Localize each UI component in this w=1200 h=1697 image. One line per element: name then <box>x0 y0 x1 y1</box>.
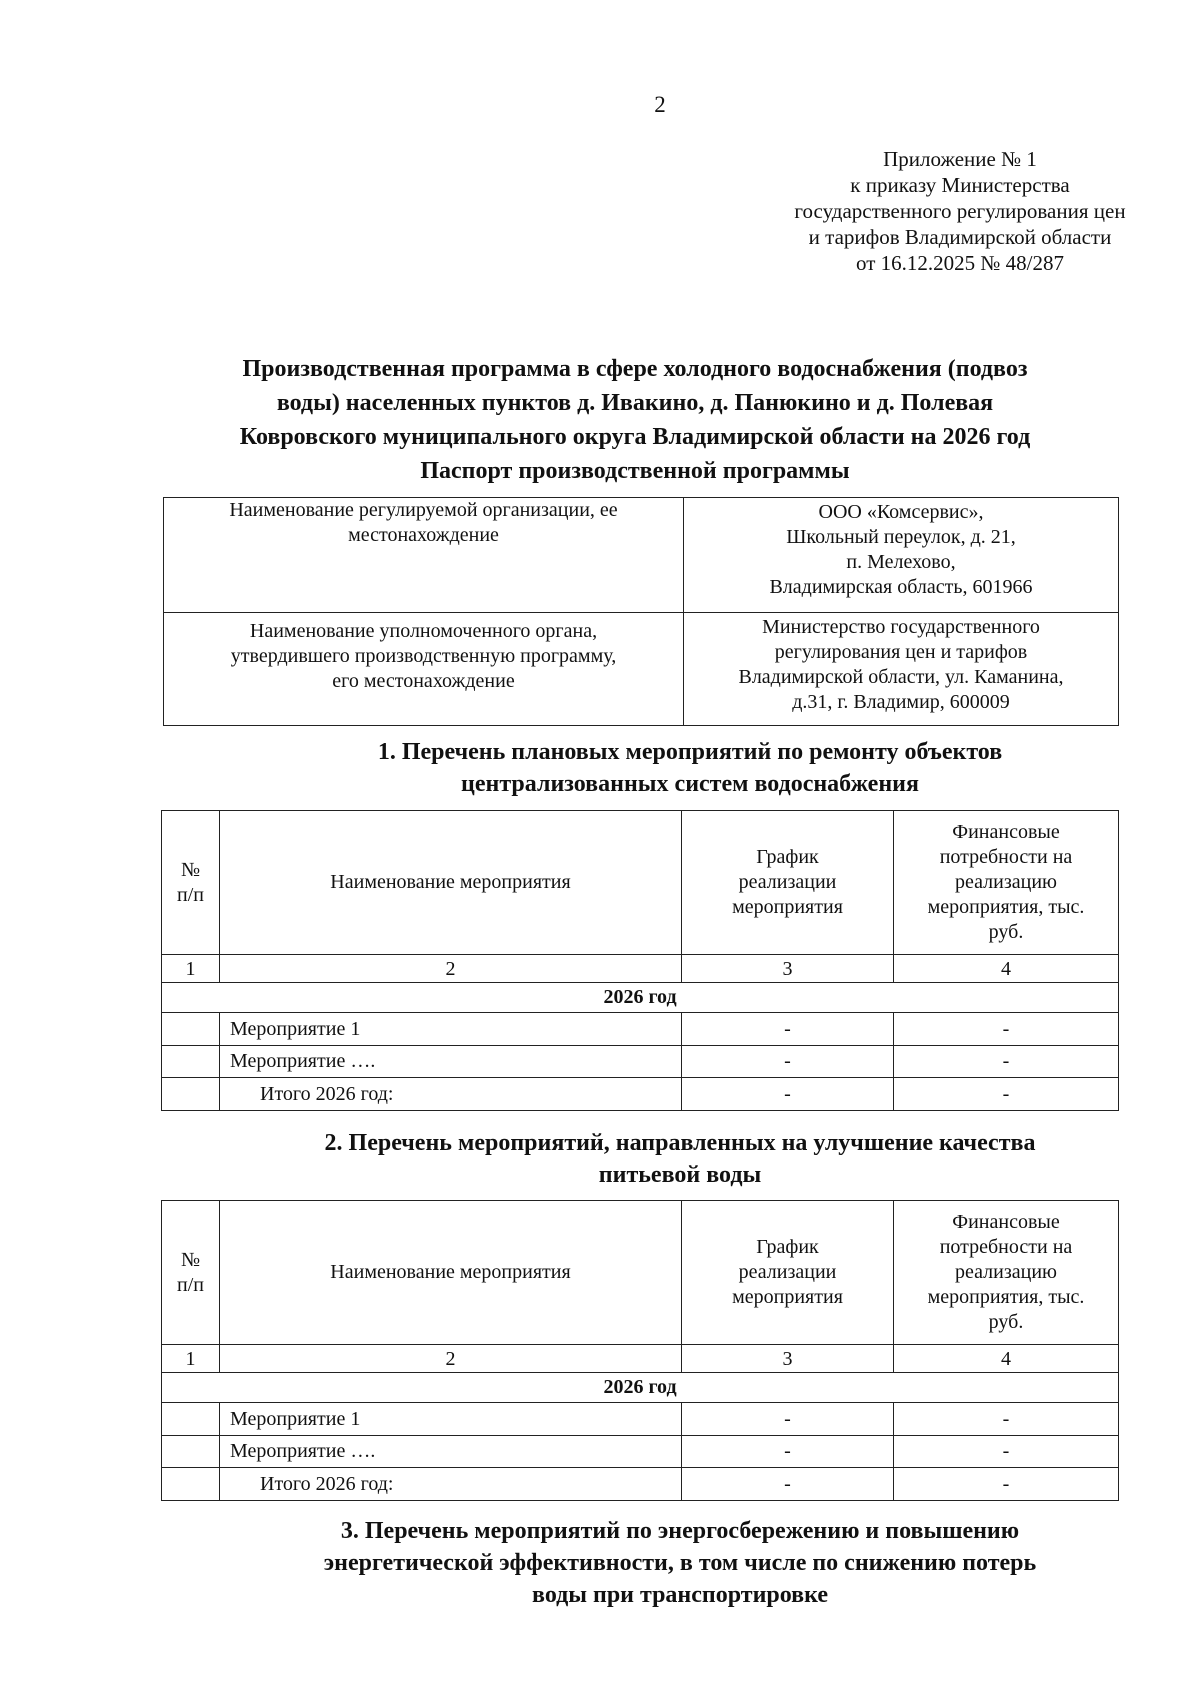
appendix-line: и тарифов Владимирской области <box>808 225 1112 249</box>
row-number <box>162 1468 220 1501</box>
event-schedule: - <box>682 1013 894 1046</box>
passport-row <box>164 613 1119 726</box>
event-finance: - <box>894 1013 1119 1046</box>
total-finance: - <box>894 1468 1119 1501</box>
header-name: Наименование мероприятия <box>220 811 682 955</box>
header-schedule: График реализации мероприятия <box>682 811 894 955</box>
column-number: 1 <box>162 1345 220 1373</box>
event-name: Мероприятие …. <box>220 1046 682 1078</box>
appendix-line: к приказу Министерства <box>850 173 1070 197</box>
table-row <box>162 1436 1119 1468</box>
table-header-row <box>162 1201 1119 1345</box>
passport-row <box>164 498 1119 613</box>
event-name: Мероприятие 1 <box>220 1013 682 1046</box>
column-number: 4 <box>894 1345 1119 1373</box>
page-number: 2 <box>654 92 666 117</box>
total-row <box>162 1078 1119 1111</box>
column-numbers-row <box>162 1345 1119 1373</box>
appendix-block <box>700 146 1200 276</box>
section-1-title: 1. Перечень плановых мероприятий по ремонту объектов централизованных систем водоснабжения <box>377 739 1003 797</box>
column-number: 2 <box>220 1345 682 1373</box>
total-finance: - <box>894 1078 1119 1111</box>
passport-label-cell: Наименование регулируемой организации, ее местонахождение <box>164 498 684 613</box>
section-2-title: 2. Перечень мероприятий, направленных на улучшение качества питьевой воды <box>324 1130 1036 1188</box>
column-numbers-row <box>162 955 1119 983</box>
passport-title: Паспорт производственной программы <box>420 458 850 484</box>
year-label: 2026 год <box>162 983 1119 1013</box>
row-number <box>162 1013 220 1046</box>
appendix-line: Приложение № 1 <box>883 147 1037 171</box>
event-name: Мероприятие …. <box>220 1436 682 1468</box>
section-3-title: 3. Перечень мероприятий по энергосбережению и повышению энергетической эффективности, в том числе по снижению потерь воды при транспортировке <box>323 1518 1037 1608</box>
appendix-line: от 16.12.2025 № 48/287 <box>855 251 1065 275</box>
passport-value-cell: ООО «Комсервис», Школьный переулок, д. 21, п. Мелехово, Владимирская область, 601966 <box>684 498 1119 613</box>
column-number: 2 <box>220 955 682 983</box>
table-row <box>162 1403 1119 1436</box>
event-schedule: - <box>682 1403 894 1436</box>
total-label: Итого 2026 год: <box>220 1078 682 1111</box>
table-row <box>162 1046 1119 1078</box>
event-finance: - <box>894 1046 1119 1078</box>
title-line: Ковровского муниципального округа Владимирской области на 2026 год <box>239 424 1031 450</box>
total-schedule: - <box>682 1468 894 1501</box>
title-line: Производственная программа в сфере холодного водоснабжения (подвоз <box>242 356 1028 382</box>
row-number <box>162 1403 220 1436</box>
passport-label-cell: Наименование уполномоченного органа, утвердившего производственную программу, его местонахождение <box>164 613 684 726</box>
passport-table <box>163 497 1119 726</box>
event-finance: - <box>894 1403 1119 1436</box>
event-schedule: - <box>682 1046 894 1078</box>
header-number: № п/п <box>162 811 220 955</box>
total-label: Итого 2026 год: <box>220 1468 682 1501</box>
table-row <box>162 1013 1119 1046</box>
total-row <box>162 1468 1119 1501</box>
year-row <box>162 1373 1119 1403</box>
row-number <box>162 1436 220 1468</box>
header-schedule: График реализации мероприятия <box>682 1201 894 1345</box>
event-schedule: - <box>682 1436 894 1468</box>
event-finance: - <box>894 1436 1119 1468</box>
year-label: 2026 год <box>162 1373 1119 1403</box>
passport-value-cell: Министерство государственного регулирования цен и тарифов Владимирской области, ул. Каманина, д.31, г. Владимир, 600009 <box>684 613 1119 726</box>
event-name: Мероприятие 1 <box>220 1403 682 1436</box>
header-finance: Финансовые потребности на реализацию мероприятия, тыс. руб. <box>894 811 1119 955</box>
column-number: 3 <box>682 955 894 983</box>
header-number: № п/п <box>162 1201 220 1345</box>
header-finance: Финансовые потребности на реализацию мероприятия, тыс. руб. <box>894 1201 1119 1345</box>
appendix-line: государственного регулирования цен <box>794 199 1126 223</box>
title-line: воды) населенных пунктов д. Ивакино, д. Панюкино и д. Полевая <box>276 390 994 416</box>
total-schedule: - <box>682 1078 894 1111</box>
document-title <box>150 352 1120 454</box>
header-name: Наименование мероприятия <box>220 1201 682 1345</box>
section-2-table <box>161 1200 1119 1501</box>
row-number <box>162 1046 220 1078</box>
section-1-table <box>161 810 1119 1111</box>
table-header-row <box>162 811 1119 955</box>
year-row <box>162 983 1119 1013</box>
row-number <box>162 1078 220 1111</box>
column-number: 4 <box>894 955 1119 983</box>
column-number: 1 <box>162 955 220 983</box>
column-number: 3 <box>682 1345 894 1373</box>
